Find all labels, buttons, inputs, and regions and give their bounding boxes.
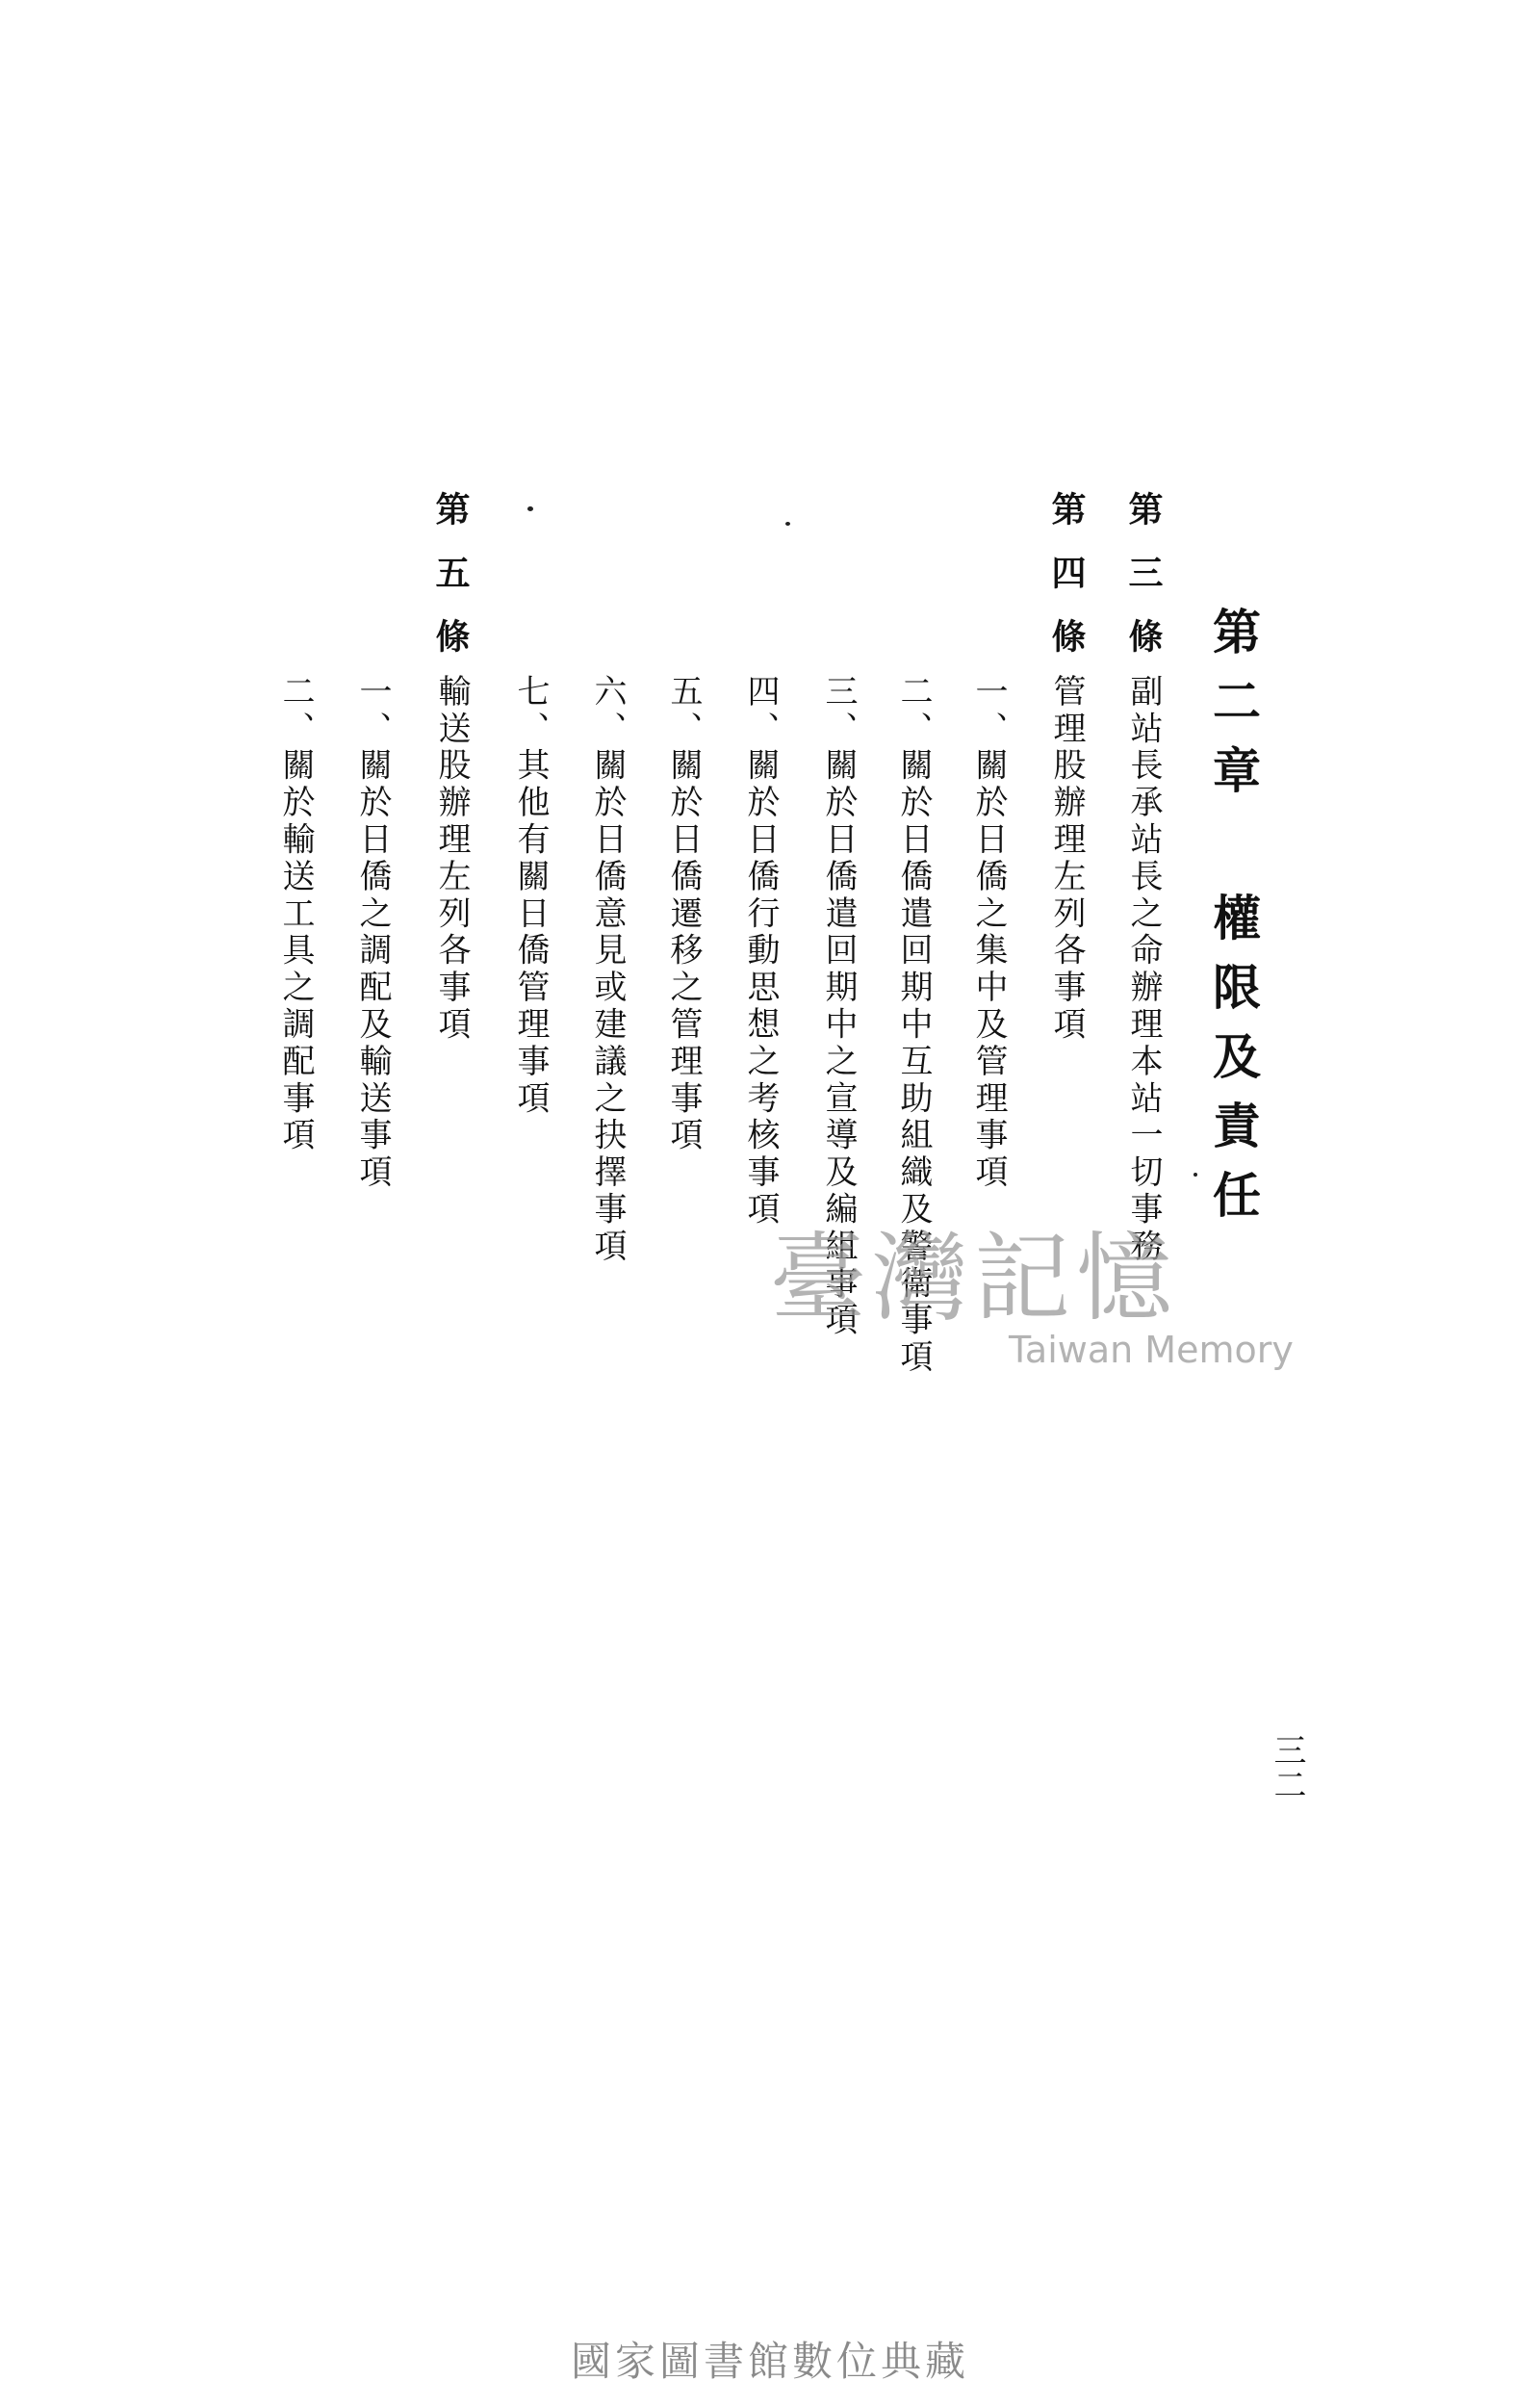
scan-speck	[785, 522, 790, 526]
article-5-label: 第五條	[430, 491, 471, 682]
watermark-cjk-text: 臺灣記憶	[770, 1222, 1178, 1334]
article-4-item-2: 二、關於日僑遣回期中互助組織及警衛事項	[894, 674, 933, 1377]
article-5-item-2: 二、關於輸送工具之調配事項	[276, 674, 315, 1155]
article-4-item-7: 七、其他有關日僑管理事項	[511, 674, 550, 1118]
scan-speck	[1194, 1173, 1197, 1177]
article-4-item-3: 三、關於日僑遣回期中之宣導及編組事項	[819, 674, 858, 1340]
watermark-en-text: Taiwan Memory	[1009, 1329, 1294, 1371]
article-5-text: 輸送股辦理左列各事項	[432, 674, 471, 1044]
article-3-text: 副站長承站長之命辦理本站一切事務	[1124, 674, 1163, 1266]
article-4-text: 管理股辦理左列各事項	[1047, 674, 1086, 1044]
scan-speck	[527, 506, 533, 511]
chapter-title: 第二章 權限及責任	[1205, 607, 1262, 1239]
article-5-item-1: 一、關於日僑之調配及輸送事項	[353, 674, 392, 1192]
article-3-label: 第三條	[1123, 491, 1164, 682]
article-4-item-6: 六、關於日僑意見或建議之抉擇事項	[588, 674, 627, 1266]
page-number: 三二	[1268, 1733, 1306, 1802]
article-4-item-1: 一、關於日僑之集中及管理事項	[969, 674, 1008, 1192]
article-4-item-4: 四、關於日僑行動思想之考核事項	[741, 674, 780, 1229]
article-4-label: 第四條	[1046, 491, 1087, 682]
footer-archive-name: 國家圖書館數位典藏	[570, 2338, 969, 2385]
article-4-item-5: 五、關於日僑遷移之管理事項	[664, 674, 703, 1155]
watermark-logo	[770, 1222, 1294, 1371]
